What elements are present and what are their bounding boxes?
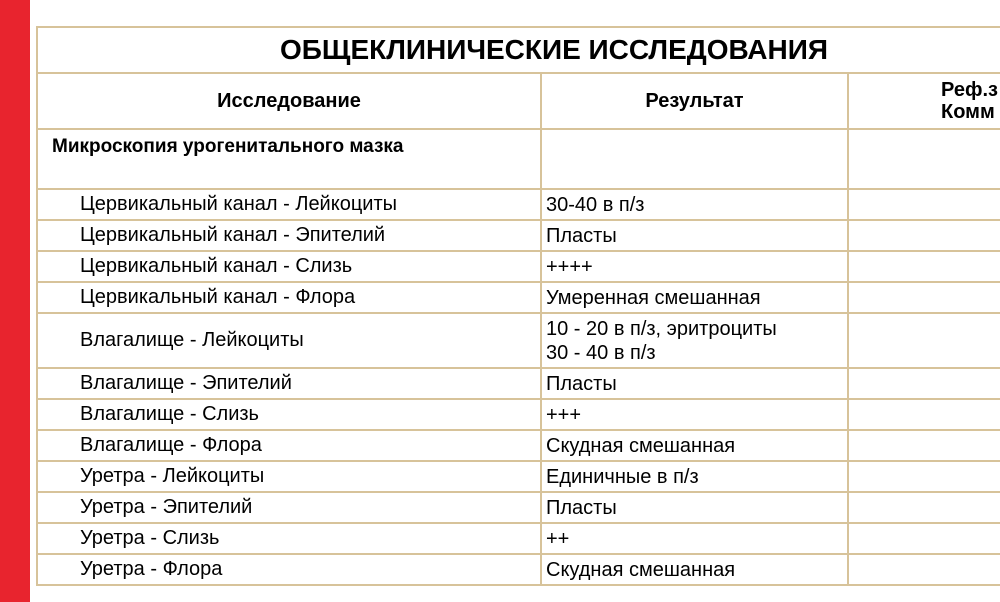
empty-cell xyxy=(541,129,848,189)
table-row xyxy=(37,399,1000,430)
column-header-result: Результат xyxy=(541,73,848,129)
reference-cell xyxy=(848,430,1000,461)
test-result: 30-40 в п/з xyxy=(541,189,848,220)
test-result: Умеренная смешанная xyxy=(541,282,848,313)
cut-off-header-text xyxy=(36,0,1000,8)
test-result: ++++ xyxy=(541,251,848,282)
test-name: Влагалище - Эпителий xyxy=(37,368,541,399)
test-result-line1: 10 - 20 в п/з, эритроциты xyxy=(546,317,777,340)
reference-cell xyxy=(848,399,1000,430)
empty-cell xyxy=(848,129,1000,189)
table-row xyxy=(37,430,1000,461)
reference-cell xyxy=(848,189,1000,220)
test-name: Влагалище - Флора xyxy=(37,430,541,461)
reference-cell xyxy=(848,461,1000,492)
table-row xyxy=(37,492,1000,523)
column-header-reference xyxy=(848,73,1000,129)
table-row xyxy=(37,313,1000,368)
test-name: Уретра - Лейкоциты xyxy=(37,461,541,492)
column-header-reference-line2: Комм xyxy=(941,101,995,123)
test-result xyxy=(541,313,848,368)
table-row xyxy=(37,282,1000,313)
test-result: Скудная смешанная xyxy=(541,554,848,585)
test-result: Скудная смешанная xyxy=(541,430,848,461)
test-name: Цервикальный канал - Эпителий xyxy=(37,220,541,251)
column-header-test: Исследование xyxy=(37,73,541,129)
table-row xyxy=(37,461,1000,492)
test-result: ++ xyxy=(541,523,848,554)
reference-cell xyxy=(848,368,1000,399)
test-name: Цервикальный канал - Лейкоциты xyxy=(37,189,541,220)
reference-cell xyxy=(848,492,1000,523)
test-result: +++ xyxy=(541,399,848,430)
column-header-reference-line1: Реф.з xyxy=(941,79,998,101)
test-result-line2: 30 - 40 в п/з xyxy=(546,341,656,364)
reference-cell xyxy=(848,282,1000,313)
test-result: Пласты xyxy=(541,492,848,523)
test-name: Влагалище - Слизь xyxy=(37,399,541,430)
section-title: Микроскопия урогенитального мазка xyxy=(37,129,541,189)
reference-cell xyxy=(848,523,1000,554)
test-name: Уретра - Слизь xyxy=(37,523,541,554)
test-result: Пласты xyxy=(541,220,848,251)
test-result: Пласты xyxy=(541,368,848,399)
test-name: Влагалище - Лейкоциты xyxy=(37,313,541,368)
table-row xyxy=(37,189,1000,220)
results-table xyxy=(36,26,1000,586)
table-row xyxy=(37,220,1000,251)
test-result: Единичные в п/з xyxy=(541,461,848,492)
table-row xyxy=(37,368,1000,399)
reference-cell xyxy=(848,251,1000,282)
table-row xyxy=(37,554,1000,585)
table-row xyxy=(37,523,1000,554)
reference-cell xyxy=(848,220,1000,251)
table-row xyxy=(37,251,1000,282)
red-side-strip xyxy=(0,0,30,602)
test-name: Уретра - Эпителий xyxy=(37,492,541,523)
reference-cell xyxy=(848,313,1000,368)
test-name: Цервикальный канал - Слизь xyxy=(37,251,541,282)
table-title: ОБЩЕКЛИНИЧЕСКИЕ ИССЛЕДОВАНИЯ xyxy=(37,27,1000,73)
reference-cell xyxy=(848,554,1000,585)
test-name: Цервикальный канал - Флора xyxy=(37,282,541,313)
test-name: Уретра - Флора xyxy=(37,554,541,585)
